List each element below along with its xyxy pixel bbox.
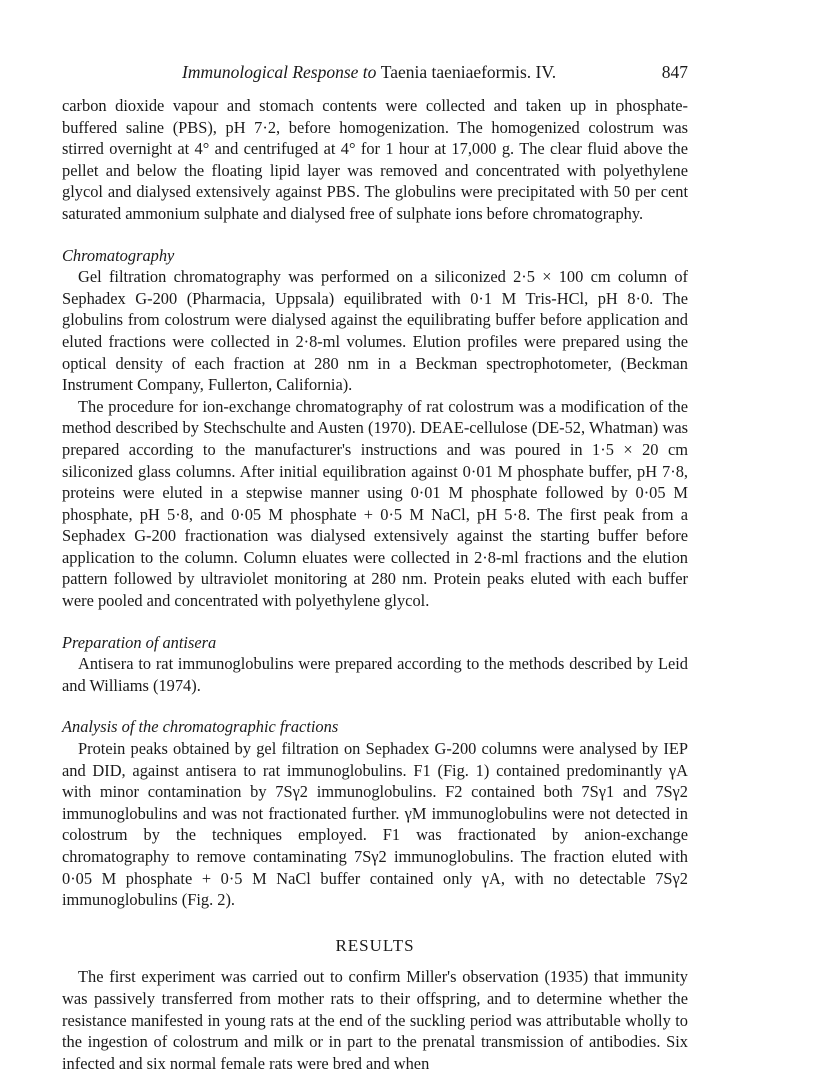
analysis-paragraph: Protein peaks obtained by gel filtration on Sephadex G-200 columns were analysed by IEP and DID, against antisera to rat immunoglobulins. F1 (Fig. 1) contained predominantly γA with minor contamination by 7Sγ2 immunoglobulins. F2 contained both 7Sγ1 and 7Sγ2 immunoglobulins and was not fractionated further. γM immunoglobulins were not detected in colostrum by the techniques employed. F1 was fractionated by anion-exchange chromatography to remove contaminating 7Sγ2 immunoglobulins. The fraction eluted with 0·05 M phosphate + 0·5 M NaCl buffer contained only γA, with no detectable 7Sγ2 immunoglobulins (Fig. 2). [62, 739, 688, 910]
results-paragraph: The first experiment was carried out to confirm Miller's observation (1935) that immunity was passively transferred from mother rats to their offspring, and to determine whether the resistance manifested in young rats at the end of the suckling period was attributable wholly to the ingestion of colostrum and milk or in part to the prenatal transmission of antibodies. Six infected and six normal female rats were bred and when [62, 967, 688, 1073]
article-body [62, 95, 688, 1074]
page-number: 847 [661, 62, 688, 82]
intro-paragraph: carbon dioxide vapour and stomach contents were collected and taken up in phosphate-buffered saline (PBS), pH 7·2, before homogenization. The homogenized colostrum was stirred overnight at 4° and centrifuged at 4° for 1 hour at 17,000 g. The clear fluid above the pellet and below the floating lipid layer was removed and concentrated with polyethylene glycol and dialysed extensively against PBS. The globulins were precipitated with 50 per cent saturated ammonium sulphate and dialysed free of sulphate ions before chromatography. [62, 96, 688, 223]
running-title-species: Taenia taeniaeformis. IV. [380, 62, 557, 82]
chromatography-paragraph-1: Gel filtration chromatography was performed on a siliconized 2·5 × 100 cm column of Sephadex G-200 (Pharmacia, Uppsala) equilibrated with 0·1 M Tris-HCl, pH 8·0. The globulins from colostrum were dialysed against the equilibrating buffer before application and eluted fractions were collected in 2·8-ml volumes. Elution profiles were prepared using the optical density of each fraction at 280 nm in a Beckman spectrophotometer, (Beckman Instrument Company, Fullerton, California). [62, 267, 688, 395]
antisera-paragraph: Antisera to rat immunoglobulins were prepared according to the methods described by Leid and Williams (1974). [62, 654, 688, 695]
running-title [182, 62, 556, 83]
chromatography-heading: Chromatography [62, 245, 175, 265]
antisera-heading: Preparation of antisera [62, 632, 217, 652]
results-heading: RESULTS [335, 935, 415, 955]
running-title-italic: Immunological Response to [182, 62, 381, 82]
page-header [62, 62, 688, 86]
analysis-heading: Analysis of the chromatographic fractions [62, 717, 339, 737]
chromatography-paragraph-2: The procedure for ion-exchange chromatography of rat colostrum was a modification of the method described by Stechschulte and Austen (1970). DEAE-cellulose (DE-52, Whatman) was prepared according to the manufacturer's instructions and was poured in 1·5 × 20 cm siliconized glass columns. After initial equilibration against 0·01 M phosphate buffer, pH 7·8, proteins were eluted in a stepwise manner using 0·01 M phosphate followed by 0·05 M phosphate, pH 5·8, and 0·05 M phosphate + 0·5 M NaCl, pH 5·8. The first peak from a Sephadex G-200 fractionation was dialysed extensively against the starting buffer before application to the column. Column eluates were collected in 2·8-ml fractions and the elution pattern followed by ultraviolet monitoring at 280 nm. Protein peaks eluted with each buffer were pooled and concentrated with polyethylene glycol. [62, 396, 688, 611]
